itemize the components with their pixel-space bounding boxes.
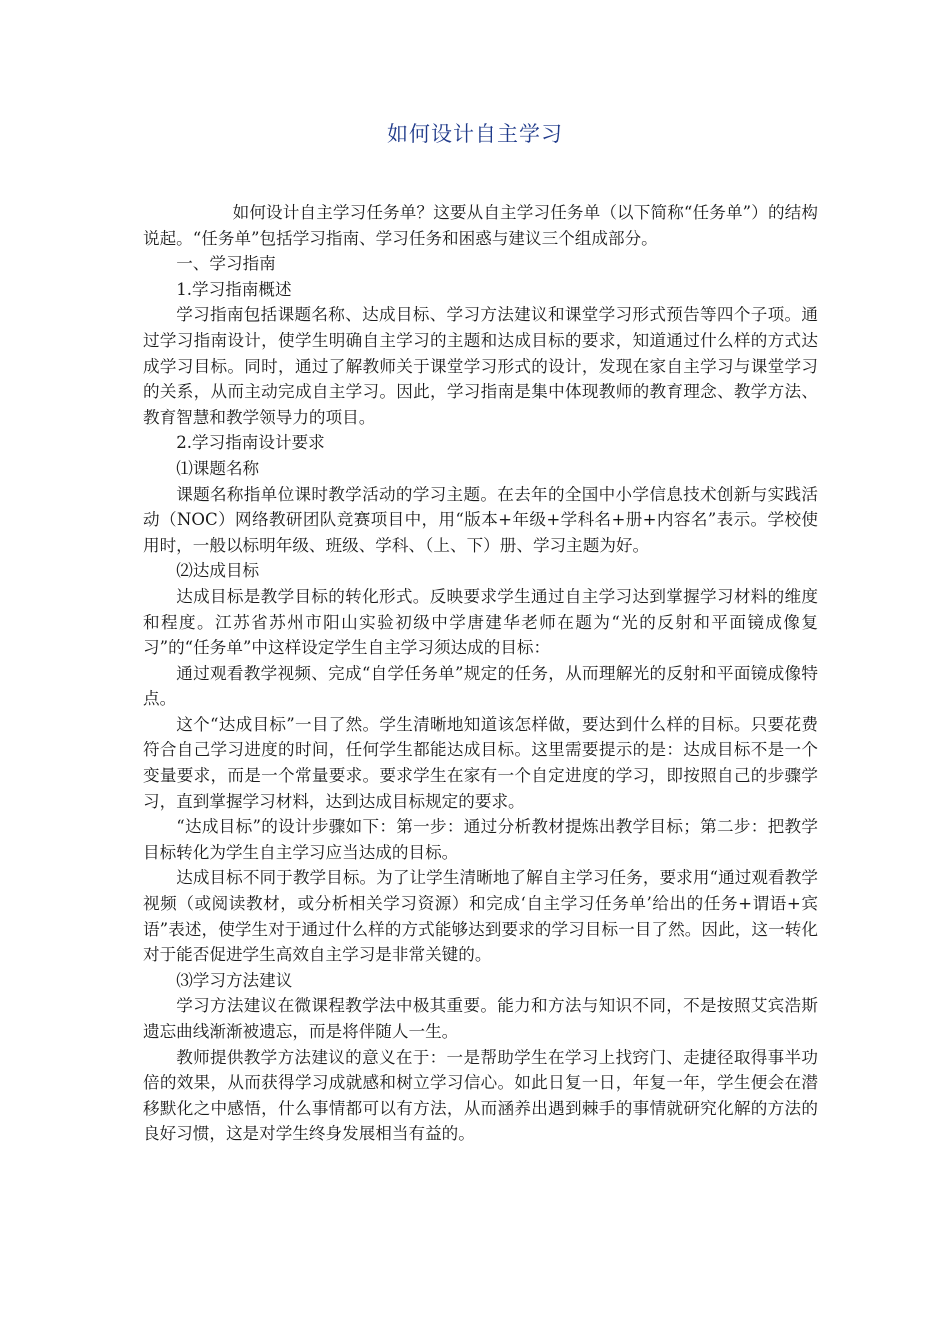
paragraph-method-meaning: 教师提供教学方法建议的意义在于：一是帮助学生在学习上找窍门、走捷径取得事半功倍的效果，从而获得学习成就感和树立学习信心。如此日复一日，年复一年，学生便会在潜移默化之中感悟，什么事情都可以有方法，从而涵养出遇到棘手的事情就研究化解的方法的良好习惯，这是对学生终身发展相当有益的。 — [143, 1047, 818, 1144]
subheading-requirements: 2.学习指南设计要求 — [176, 433, 325, 453]
paragraph-method: 学习方法建议在微课程教学法中极其重要。能力和方法与知识不同，不是按照艾宾浩斯遗忘曲线渐渐被遗忘，而是将伴随人一生。 — [143, 996, 818, 1041]
document-body — [143, 200, 818, 1147]
document-title: 如何设计自主学习 — [387, 122, 563, 146]
paragraph-goal-difference: 达成目标不同于教学目标。为了让学生清晰地了解自主学习任务，要求用“通过观看教学视频（或阅读教材，或分析相关学习资源）和完成‘自主学习任务单’给出的任务+谓语+宾语”表述，使学生对于通过什么样的方式能够达到要求的学习目标一目了然。因此，这一转化对于能否促进学生高效自主学习是非常关键的。 — [143, 868, 818, 965]
paragraph-topic: 课题名称指单位课时教学活动的学习主题。在去年的全国中小学信息技术创新与实践活动（NOC）网络教研团队竞赛项目中，用“版本+年级+学科名+册+内容名”表示。学校使用时，一般以标明年级、班级、学科、（上、下）册、学习主题为好。 — [143, 484, 818, 555]
paragraph-goal-explained: 这个“达成目标”一目了然。学生清晰地知道该怎样做，要达到什么样的目标。只要花费符合自己学习进度的时间，任何学生都能达成目标。这里需要提示的是：达成目标不是一个变量要求，而是一个常量要求。要求学生在家有一个自定进度的学习，即按照自己的步骤学习，直到掌握学习材料，达到达成目标规定的要求。 — [143, 714, 818, 811]
item-heading-goal: ⑵达成目标 — [176, 561, 260, 581]
section-heading-guide: 一、学习指南 — [176, 254, 276, 274]
paragraph-goal-steps: “达成目标”的设计步骤如下：第一步：通过分析教材提炼出教学目标；第二步：把教学目标转化为学生自主学习应当达成的目标。 — [143, 817, 818, 862]
paragraph-goal-example: 通过观看教学视频、完成“自学任务单”规定的任务，从而理解光的反射和平面镜成像特点。 — [143, 663, 818, 709]
item-heading-topic: ⑴课题名称 — [176, 458, 260, 478]
paragraph-goal: 达成目标是教学目标的转化形式。反映要求学生通过自主学习达到掌握学习材料的维度和程度。江苏省苏州市阳山实验初级中学唐建华老师在题为“光的反射和平面镜成像复习”的“任务单”中这样设定学生自主学习须达成的目标： — [143, 586, 818, 658]
subheading-overview: 1.学习指南概述 — [176, 279, 292, 299]
item-heading-method: ⑶学习方法建议 — [176, 970, 293, 990]
intro-paragraph: 如何设计自主学习任务单？这要从自主学习任务单（以下简称“任务单”）的结构说起。“任务单”包括学习指南、学习任务和困惑与建议三个组成部分。 — [143, 203, 818, 248]
paragraph-overview: 学习指南包括课题名称、达成目标、学习方法建议和课堂学习形式预告等四个子项。通过学习指南设计，使学生明确自主学习的主题和达成目标的要求，知道通过什么样的方式达成学习目标。同时，通过了解教师关于课堂学习形式的设计，发现在家自主学习与课堂学习的关系，从而主动完成自主学习。因此，学习指南是集中体现教师的教育理念、教学方法、教育智慧和教学领导力的项目。 — [143, 305, 818, 427]
